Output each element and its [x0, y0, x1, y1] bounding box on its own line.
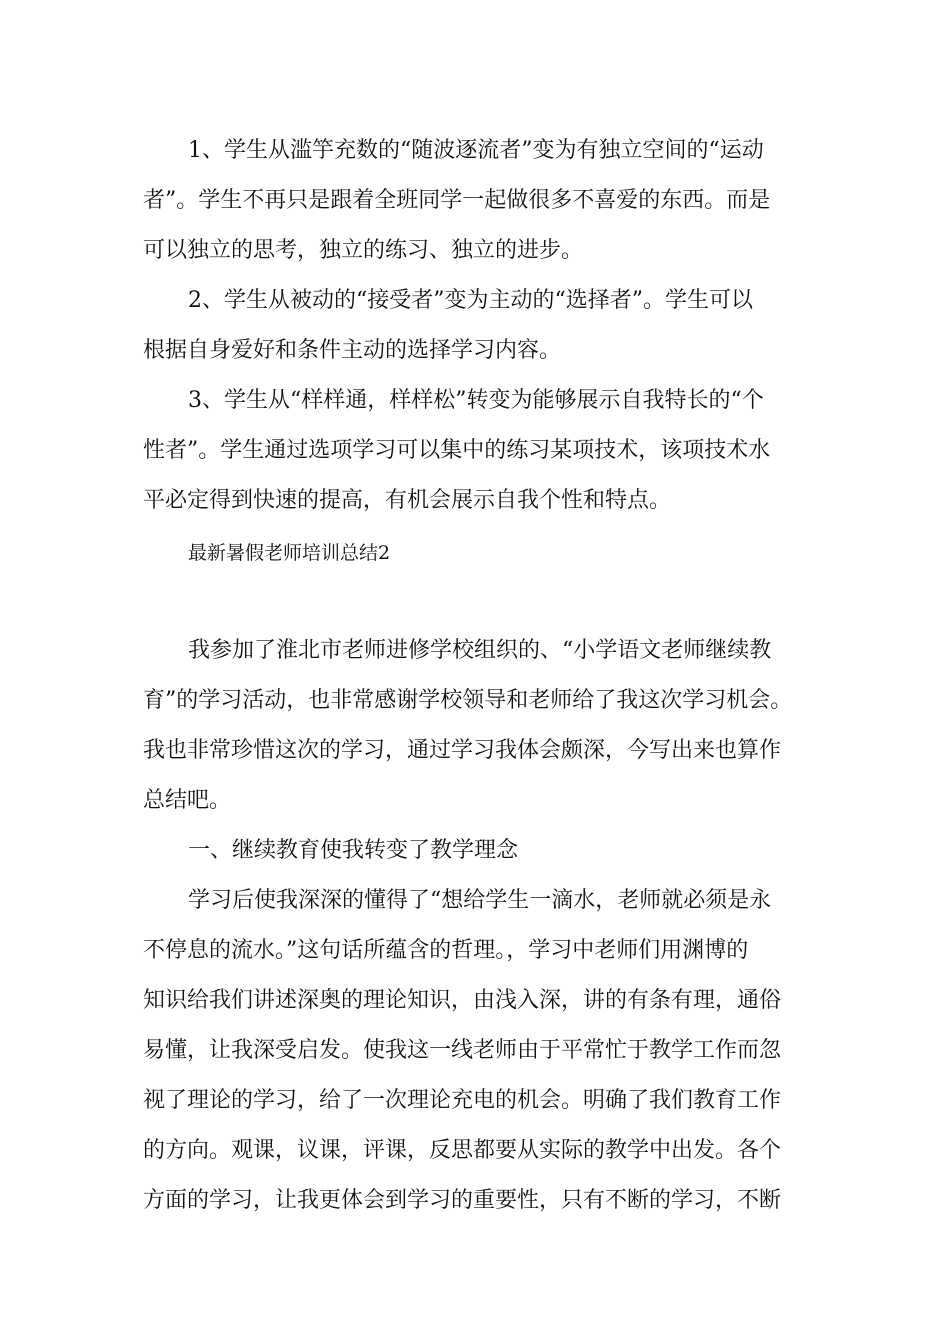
paragraph-5-line-4: 易懂，让我深受启发。使我这一线老师由于平常忙于教学工作而忽 [143, 1038, 782, 1063]
paragraph-5-line-6: 的方向。观课，议课，评课，反思都要从实际的教学中出发。各个 [143, 1138, 782, 1163]
section-title: 最新暑假老师培训总结2 [188, 542, 391, 564]
paragraph-4-line-1: 我参加了淮北市老师进修学校组织的、“小学语文老师继续教 [188, 638, 772, 663]
paragraph-1-line-3: 可以独立的思考，独立的练习、独立的进步。 [143, 238, 584, 263]
paragraph-5-line-3: 知识给我们讲述深奥的理论知识，由浅入深，讲的有条有理，通俗 [143, 988, 782, 1013]
paragraph-1-line-2: 者”。学生不再只是跟着全班同学一起做很多不喜爱的东西。而是 [143, 188, 771, 213]
paragraph-5-line-5: 视了理论的学习，给了一次理论充电的机会。明确了我们教育工作 [143, 1088, 782, 1113]
paragraph-2-line-1: 2、学生从被动的“接受者”变为主动的“选择者”。学生可以 [188, 288, 753, 313]
paragraph-3-line-3: 平必定得到快速的提高，有机会展示自我个性和特点。 [143, 488, 672, 513]
subheading: 一、继续教育使我转变了教学理念 [188, 838, 519, 863]
paragraph-4-line-2: 育”的学习活动，也非常感谢学校领导和老师给了我这次学习机会。 [143, 688, 793, 713]
paragraph-4-line-4: 总结吧。 [143, 788, 232, 813]
paragraph-2-line-2: 根据自身爱好和条件主动的选择学习内容。 [143, 338, 562, 363]
paragraph-5-line-2: 不停息的流水。”这句话所蕴含的哲理。，学习中老师们用渊博的 [143, 938, 749, 963]
paragraph-3-line-1: 3、学生从“样样通，样样松”转变为能够展示自我特长的“个 [188, 388, 764, 413]
paragraph-3-line-2: 性者”。学生通过选项学习可以集中的练习某项技术，该项技术水 [143, 438, 771, 463]
paragraph-4-line-3: 我也非常珍惜这次的学习，通过学习我体会颇深，今写出来也算作 [143, 738, 782, 763]
paragraph-5-line-1: 学习后使我深深的懂得了“想给学生一滴水，老师就必须是永 [188, 888, 772, 913]
paragraph-5-line-7: 方面的学习，让我更体会到学习的重要性，只有不断的学习，不断 [143, 1188, 782, 1213]
paragraph-1-line-1: 1、学生从滥竽充数的“随波逐流者”变为有独立空间的“运动 [188, 138, 764, 163]
